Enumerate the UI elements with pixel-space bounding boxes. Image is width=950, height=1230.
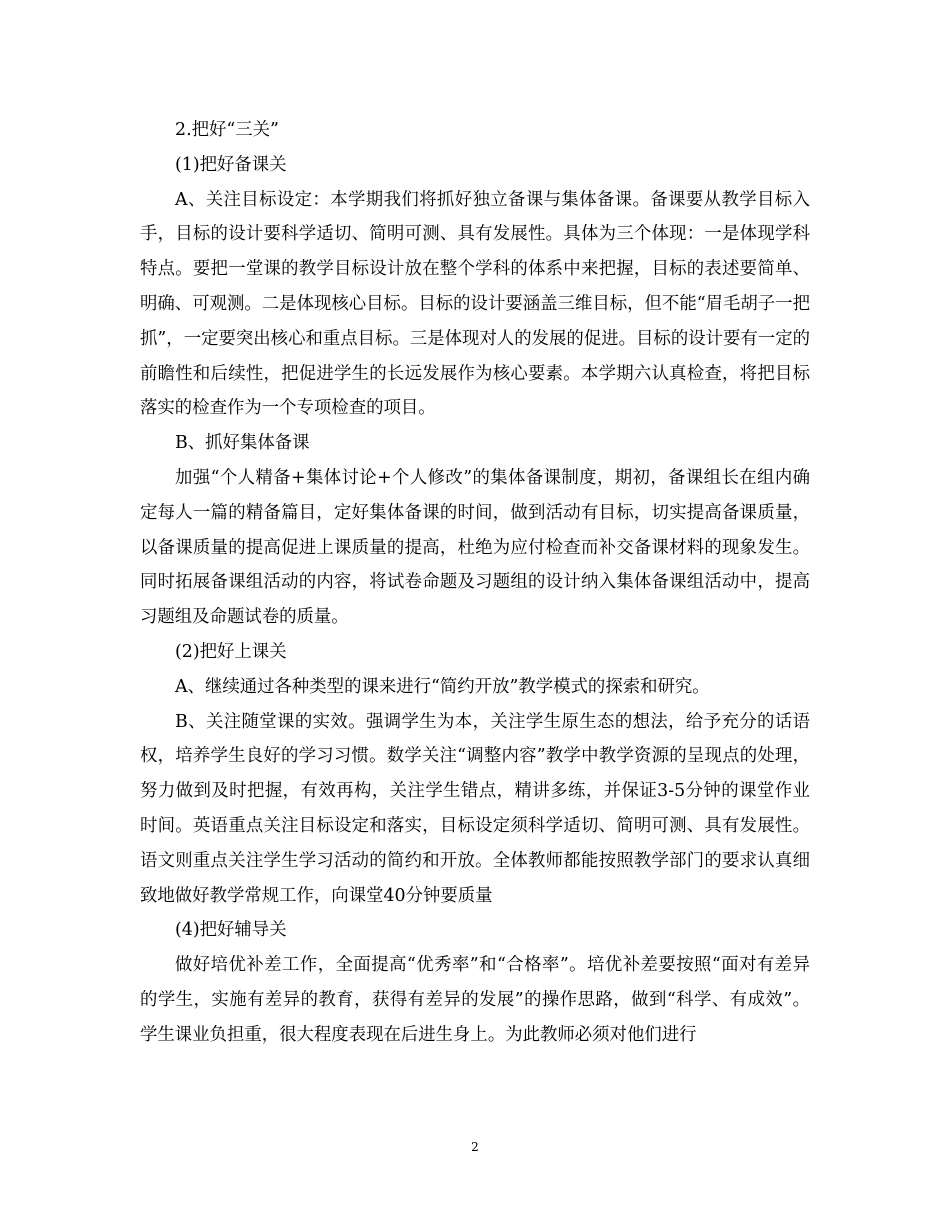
body-paragraph: A、继续通过各种类型的课来进行“简约开放”教学模式的探索和研究。 [175,676,710,697]
body-paragraph: B、关注随堂课的实效。强调学生为本，关注学生原生态的想法，给予充分的话语权，培养学生良好的学习习惯。数学关注“调整内容”教学中教学资源的呈现点的处理，努力做到及时把握，有效再构，关注学生错点，精讲多练，并保证3-5分钟的课堂作业时间。英语重点关注目标设定和落实，目标设定须科学适切、简明可测、具有发展性。语文则重点关注学生学习活动的简约和开放。全体教师都能按照教学部门的要求认真细致地做好教学常规工作，向课堂40分钟要质量 [140,711,810,906]
subsection-heading: (2)把好上课关 [175,641,287,662]
subsection-heading: B、抓好集体备课 [175,433,310,454]
subsection-heading: (4)把好辅导关 [175,920,287,941]
page-number: 2 [471,1140,479,1154]
body-paragraph: A、关注目标设定：本学期我们将抓好独立备课与集体备课。备课要从教学目标入手，目标的设计要科学适切、简明可测、具有发展性。具体为三个体现：一是体现学科特点。要把一堂课的教学目标设计放在整个学科的体系中来把握，目标的表述要简单、明确、可观测。二是体现核心目标。目标的设计要涵盖三维目标，但不能“眉毛胡子一把抓”，一定要突出核心和重点目标。三是体现对人的发展的促进。目标的设计要有一定的前瞻性和后续性，把促进学生的长远发展作为核心要素。本学期六认真检查，将把目标落实的检查作为一个专项检查的项目。 [140,189,810,419]
document-body [140,113,810,1053]
subsection-heading: (1)把好备课关 [175,154,287,175]
body-paragraph: 做好培优补差工作，全面提高“优秀率”和“合格率”。培优补差要按照“面对有差异的学生，实施有差异的教育，获得有差异的发展”的操作思路，做到“科学、有成效”。学生课业负担重，很大程度表现在后进生身上。为此教师必须对他们进行 [140,955,810,1045]
body-paragraph: 加强“个人精备+集体讨论+个人修改”的集体备课制度，期初，备课组长在组内确定每人一篇的精备篇目，定好集体备课的时间，做到活动有目标，切实提高备课质量，以备课质量的提高促进上课质量的提高，杜绝为应付检查而补交备课材料的现象发生。同时拓展备课组活动的内容，将试卷命题及习题组的设计纳入集体备课组活动中，提高习题组及命题试卷的质量。 [140,467,810,628]
section-heading: 2.把好“三关” [175,120,279,140]
